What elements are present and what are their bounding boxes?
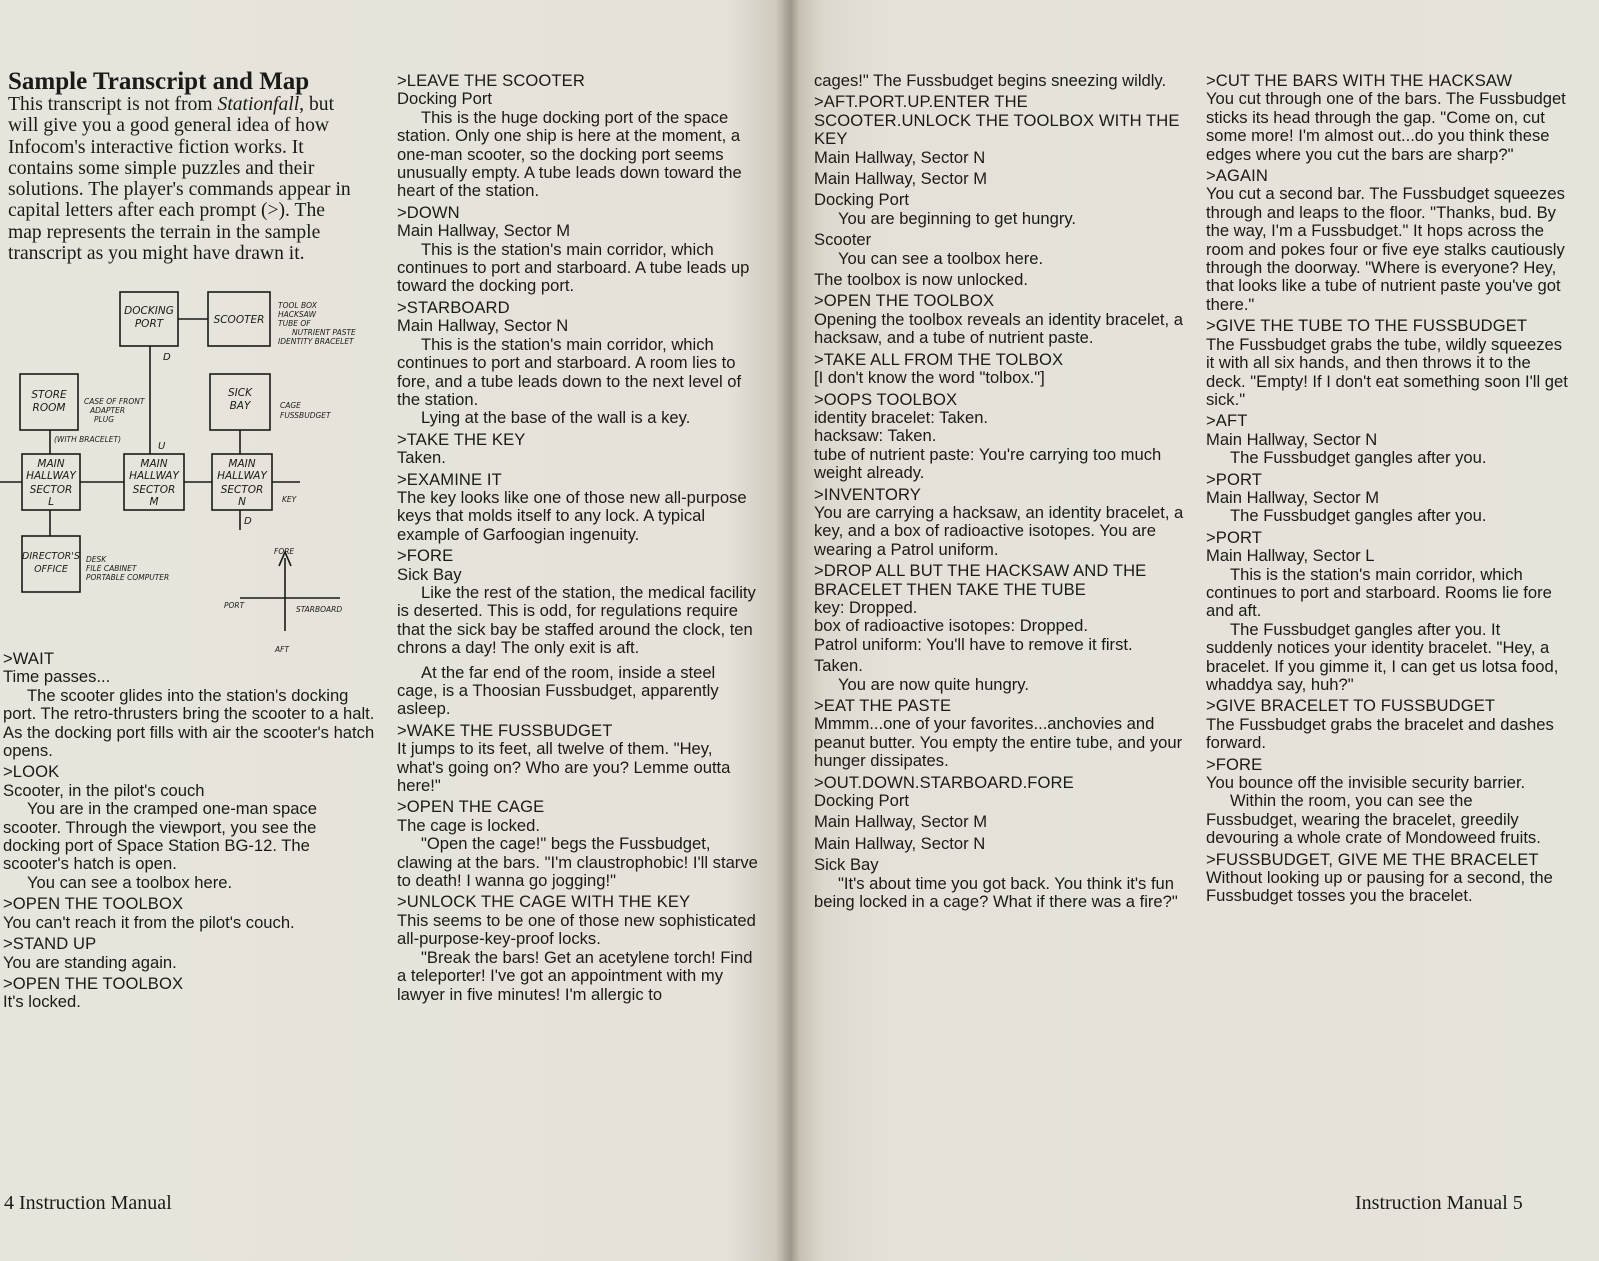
response-text: The key looks like one of those new all-purpose keys that molds itself to any lock. A typical example of Garfoogian ingenuity. [397, 487, 747, 544]
map-label: MAIN [228, 458, 256, 470]
response-text: [I don't know the word "tolbox."] [814, 368, 1045, 388]
map-note: TUBE OF [278, 319, 311, 328]
map-label: N [238, 496, 246, 508]
room-name: Docking Port [814, 190, 909, 210]
map-label: SECTOR [220, 484, 264, 496]
command-line: >GIVE BRACELET TO FUSSBUDGET [1206, 696, 1496, 716]
map-note: PLUG [94, 415, 115, 424]
response-text: hacksaw: Taken. [814, 426, 937, 446]
response-text: The Fussbudget grabs the tube, wildly squeezes it with all six hands, and then throws it to the deck. "Empty! If I don't eat something soon I'll get sick." [1206, 334, 1568, 409]
map-note: FUSSBUDGET [280, 411, 331, 420]
command-line: >TAKE ALL FROM THE TOLBOX [814, 349, 1064, 369]
map-label: SECTOR [29, 484, 73, 496]
map-label: DOCKING [124, 305, 174, 317]
page-heading: Sample Transcript and Map [8, 68, 310, 95]
response-text: You are now quite hungry. [838, 674, 1029, 694]
command-line: >OPEN THE CAGE [397, 797, 545, 817]
page-footer-right: Instruction Manual 5 [1355, 1192, 1523, 1214]
response-text: You can see a toolbox here. [27, 872, 233, 892]
response-text: Without looking up or pausing for a second, the Fussbudget tosses you the bracelet. [1206, 868, 1553, 906]
map-label: SICK [228, 387, 252, 399]
command-line: >FUSSBUDGET, GIVE ME THE BRACELET [1206, 849, 1539, 869]
room-name: Docking Port [814, 791, 909, 811]
command-line: >UNLOCK THE CAGE WITH THE KEY [397, 892, 691, 912]
map-note: TOOL BOX [278, 301, 317, 310]
compass-port-label: PORT [224, 601, 245, 610]
response-text: This is the station's main corridor, which continues to port and starboard. A tube leads up toward the docking port. [397, 239, 750, 296]
transcript-column-2 [397, 72, 759, 1007]
response-text: "Break the bars! Get an acetylene torch! Find a teleporter! I've got an appointment with my lawyer in five minutes! I'm allergic to [397, 947, 753, 1004]
command-line: >LEAVE THE SCOOTER [397, 71, 585, 90]
map-note: (WITH BRACELET) [54, 435, 122, 444]
command-line: >OPEN THE TOOLBOX [3, 894, 184, 914]
response-text: key: Dropped. [814, 597, 918, 617]
map-label: HALLWAY [26, 470, 76, 482]
map-label: BAY [229, 400, 251, 412]
room-name: Main Hallway, Sector L [1206, 546, 1375, 566]
response-text: Within the room, you can see the Fussbudget, wearing the bracelet, greedily devouring a whole crate of Mondoweed fruits. [1206, 791, 1541, 848]
command-line: >TAKE THE KEY [397, 429, 526, 449]
map-label: MAIN [37, 458, 65, 470]
command-line: >EAT THE PASTE [814, 696, 952, 715]
response-text: You are standing again. [3, 952, 177, 972]
command-line: >OPEN THE TOOLBOX [3, 973, 184, 993]
sample-map [0, 286, 380, 661]
map-label: HALLWAY [129, 470, 179, 482]
room-name: Scooter, in the pilot's couch [3, 780, 205, 800]
command-line: >STAND UP [3, 934, 97, 954]
map-label: MAIN [140, 458, 168, 470]
map-label: DIRECTOR'S [22, 551, 80, 562]
command-line: >EXAMINE IT [397, 469, 502, 489]
response-text: You cut through one of the bars. The Fussbudget sticks its head through the gap. "Come on, cut some more! I'm almost out...do you think these edges where you cut the bars are sharp?" [1206, 89, 1566, 164]
compass-fore-label: FORE [274, 547, 295, 556]
map-note: CASE OF FRONT [84, 397, 145, 406]
book-gutter [776, 0, 800, 1261]
command-line: >PORT [1206, 527, 1262, 547]
response-text: The cage is locked. [397, 815, 540, 835]
response-text: Taken. [397, 448, 446, 468]
room-name: Main Hallway, Sector N [1206, 429, 1378, 449]
map-label: OFFICE [34, 564, 68, 575]
response-text: This seems to be one of those new sophisticated all-purpose-key-proof locks. [397, 910, 756, 949]
compass-aft-label: AFT [275, 645, 290, 654]
response-text: This is the station's main corridor, which continues to port and starboard. A room lies to fore, and a tube leads down to the next level of the station. [397, 334, 742, 409]
map-label: STORE [31, 389, 67, 401]
room-name: Main Hallway, Sector N [814, 147, 986, 167]
response-text: The Fussbudget gangles after you. [1230, 448, 1487, 468]
room-name: Main Hallway, Sector N [814, 833, 986, 853]
command-line: >LOOK [3, 762, 60, 782]
intro-text-start: This transcript is not from [8, 94, 218, 115]
map-note: CAGE [280, 401, 301, 410]
response-text: Lying at the base of the wall is a key. [421, 408, 691, 428]
map-note: KEY [282, 495, 297, 504]
response-text: Mmmm...one of your favorites...anchovies and peanut butter. You empty the entire tube, and your hunger dissipates. [814, 714, 1183, 771]
map-direction-label: U [158, 441, 166, 452]
command-line: >AFT [1206, 411, 1248, 431]
command-line: >AFT.PORT.UP.ENTER THE SCOOTER.UNLOCK THE TOOLBOX WITH THE KEY [814, 92, 1180, 149]
response-text: This is the huge docking port of the space station. Only one ship is here at the moment, a one-man scooter, so the docking port seems unusually empty. A tube leads down toward the heart of the station. [397, 107, 742, 201]
response-text: You are beginning to get hungry. [838, 208, 1077, 228]
right-page [790, 0, 1599, 1261]
command-line: >OOPS TOOLBOX [814, 389, 958, 409]
response-text: It jumps to its feet, all twelve of them. "Hey, what's going on? Who are you? Lemme outta here!" [397, 739, 731, 796]
compass-starboard-label: STARBOARD [296, 605, 343, 614]
map-label: SCOOTER [213, 314, 265, 326]
map-label: M [149, 496, 159, 508]
room-name: Main Hallway, Sector M [814, 812, 988, 832]
command-line: >DROP ALL BUT THE HACKSAW AND THE BRACELET THEN TAKE THE TUBE [814, 561, 1147, 599]
command-line: >WAKE THE FUSSBUDGET [397, 720, 613, 740]
command-line: >OUT.DOWN.STARBOARD.FORE [814, 772, 1074, 792]
left-page [0, 0, 790, 1261]
response-text: The Fussbudget gangles after you. [1230, 506, 1487, 526]
intro-game-title: Stationfall [217, 94, 300, 115]
room-name: Docking Port [397, 89, 492, 109]
room-name: Main Hallway, Sector M [1206, 487, 1380, 507]
response-text: You can see a toolbox here. [838, 248, 1044, 268]
intro-paragraph [8, 94, 363, 264]
response-text: You are carrying a hacksaw, an identity bracelet, a key, and a box of radioactive isotopes. You are wearing a Patrol uniform. [814, 502, 1184, 559]
command-line: >GIVE THE TUBE TO THE FUSSBUDGET [1206, 316, 1528, 336]
command-line: >DOWN [397, 202, 460, 222]
response-text: You bounce off the invisible security barrier. [1206, 773, 1526, 793]
response-text: box of radioactive isotopes: Dropped. [814, 616, 1088, 636]
command-line: >OPEN THE TOOLBOX [814, 291, 995, 311]
command-line: >CUT THE BARS WITH THE HACKSAW [1206, 71, 1513, 90]
room-name: Main Hallway, Sector M [814, 169, 988, 189]
response-text: tube of nutrient paste: You're carrying too much weight already. [814, 444, 1162, 483]
command-line: >STARBOARD [397, 297, 510, 317]
response-text: You cut a second bar. The Fussbudget squeezes through and leaps to the floor. "Thanks, bud. By the way, I'm a Fussbudget." It hops across the room and pokes four or five eye stalks cautiously through the doorway. "Where is everyone? Hey, that looks like a tube of nutrient paste you've got there." [1206, 184, 1565, 314]
response-text: cages!" The Fussbudget begins sneezing wildly. [814, 71, 1167, 90]
command-line: >FORE [397, 546, 454, 566]
response-text: This is the station's main corridor, which continues to port and starboard. Rooms lie fore and aft. [1206, 564, 1552, 621]
map-label: L [48, 496, 54, 508]
room-name: Main Hallway, Sector N [397, 316, 569, 336]
command-line: >FORE [1206, 754, 1263, 774]
command-line: >AGAIN [1206, 166, 1268, 186]
transcript-column-4 [1206, 72, 1568, 909]
command-line: >INVENTORY [814, 484, 921, 504]
map-note: PORTABLE COMPUTER [86, 573, 170, 582]
room-name: Sick Bay [397, 564, 462, 584]
response-text: You are in the cramped one-man space scooter. Through the viewport, you see the docking port of Space Station BG-12. The scooter's hatch is open. [3, 799, 317, 874]
response-text: Opening the toolbox reveals an identity bracelet, a hacksaw, and a tube of nutrient paste. [814, 309, 1183, 348]
page-footer-left: 4 Instruction Manual [4, 1192, 172, 1214]
response-text: Patrol uniform: You'll have to remove it first. [814, 634, 1133, 654]
room-name: Scooter [814, 230, 872, 250]
command-line: >WAIT [3, 649, 55, 668]
map-direction-label: D [244, 516, 252, 527]
response-text: It's locked. [3, 992, 81, 1012]
response-text: At the far end of the room, inside a steel cage, is a Thoosian Fussbudget, apparently asleep. [397, 662, 719, 719]
room-name: Main Hallway, Sector M [397, 221, 571, 241]
map-note: HACKSAW [278, 310, 317, 319]
transcript-column-3 [814, 72, 1184, 914]
map-label: SECTOR [132, 484, 176, 496]
transcript-column-1 [3, 650, 375, 1015]
map-direction-label: D [163, 352, 171, 363]
response-text: The toolbox is now unlocked. [814, 270, 1029, 290]
map-label: ROOM [32, 402, 66, 414]
response-text: "Open the cage!" begs the Fussbudget, clawing at the bars. "I'm claustrophobic! I'll starve to death! I wanna go jogging!" [397, 834, 758, 891]
map-note: FILE CABINET [86, 564, 137, 573]
command-line: >PORT [1206, 469, 1262, 489]
response-text: identity bracelet: Taken. [814, 407, 989, 427]
response-text: The Fussbudget grabs the bracelet and dashes forward. [1206, 714, 1554, 753]
map-note: DESK [86, 555, 107, 564]
map-note: IDENTITY BRACELET [278, 337, 354, 346]
response-text: Time passes... [3, 667, 111, 687]
response-text: Taken. [814, 656, 863, 676]
map-note: ADAPTER [90, 406, 126, 415]
response-text: Like the rest of the station, the medical facility is deserted. This is odd, for regulations require that the sick bay be staffed around the clock, ten chrons a day! The only exit is aft. [397, 582, 756, 658]
response-text: You can't reach it from the pilot's couch. [3, 912, 295, 932]
map-label: HALLWAY [217, 470, 267, 482]
map-label: PORT [134, 318, 164, 330]
intro-text-end: , but will give you a good general idea of how Infocom's interactive fiction works. It contains some simple puzzles and their solutions. The player's commands appear in capital letters after each prompt (>). The map represents the terrain in the sample transcript as you might have drawn it. [8, 94, 351, 265]
response-text: "It's about time you got back. You think it's fun being locked in a cage? What if there was a fire?" [814, 873, 1178, 912]
room-name: Sick Bay [814, 855, 879, 875]
map-note: NUTRIENT PASTE [292, 328, 356, 337]
response-text: The Fussbudget gangles after you. It suddenly notices your identity bracelet. "Hey, a bracelet. If you gimme it, I can get us lotsa food, whaddya say, huh?" [1206, 619, 1559, 694]
response-text: The scooter glides into the station's docking port. The retro-thrusters bring the scooter to a halt. As the docking port fills with air the scooter's hatch opens. [3, 685, 375, 761]
